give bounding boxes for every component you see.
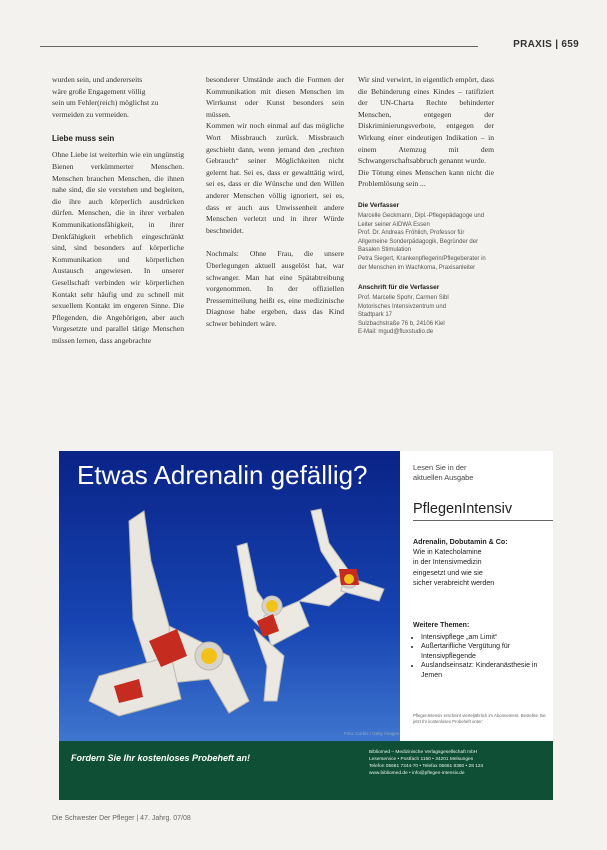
address-line: Prof. Marcelle Spohr, Carmen Sibl <box>358 295 449 302</box>
article-column-1 <box>52 74 184 346</box>
photo-credit: Foto: Corbis / Getty Images <box>344 731 400 736</box>
theme-item: • Außertarifliche Vergütung für Intensivpflegende <box>421 642 548 661</box>
probeheft-cta: Fordern Sie Ihr kostenloses Probeheft an! <box>71 753 251 763</box>
address-line: E-Mail: mgud@fluxstudio.de <box>358 329 434 336</box>
ad-intro-line: aktuellen Ausgabe <box>413 473 474 482</box>
ad-headline: Etwas Adrenalin gefällig? <box>77 460 368 490</box>
ad-info-panel <box>400 451 553 741</box>
text-line: vermeiden zu vermeiden. <box>52 109 129 119</box>
authors-heading: Die Verfasser <box>358 201 400 209</box>
paragraph: Wir sind verwirrt, in eigentlich empört, dass die Behinderung eines Kindes – ratifiziert der UN-Charta Rechte behinderter Menschen, entgegen der Diskriminierungsverbote, entgegen der Wirkung einer eindeutigen Indikation – in einem Atemzug mit dem Schwangerschaftsabbruch genannt wurde. <box>358 75 494 166</box>
address-line: Motorisches Intensivzentrum und <box>358 303 447 310</box>
address-line: Stadtpark 17 <box>358 312 393 319</box>
ad-lead-line: Wie in Katecholamine <box>413 548 482 557</box>
section-header: PRAXIS | 659 <box>513 39 579 50</box>
contact-line: Bibliomed – Medizinische Verlagsgesellschaft mbH <box>369 750 478 755</box>
ad-themes <box>413 621 548 681</box>
ad-fine-print: PflegenIntensiv erscheint vierteljährlich im Abonnement. Bestellen Sie jetzt Ihr kostenloses Probeheft unter: <box>413 713 546 724</box>
text-line: sein um Fehler(reich) möglichst zu <box>52 98 159 108</box>
skydivers-photo <box>59 451 400 741</box>
ad-lead-line: sicher verabreicht werden <box>413 578 495 587</box>
advertisement <box>59 451 553 800</box>
themes-list <box>413 633 548 681</box>
text-line: wäre große Engagement völlig <box>52 86 146 96</box>
ad-intro-line: Lesen Sie in der <box>413 463 467 472</box>
ad-lead-title: Adrenalin, Dobutamin & Co: <box>413 538 508 546</box>
paragraph: Die Tötung eines Menschen kann nicht die Problemlösung sein ... <box>358 167 494 189</box>
contact-line: Telefon 05661 7344-70 • Telefax 05661 8360 • 28 124 <box>369 764 484 769</box>
ad-intro <box>413 463 473 483</box>
paragraph: besonderer Umstände auch die Formen der Kommunikation mit diesen Menschen im Wirrkunst oder Kunst besonders sein müssen. <box>206 75 344 119</box>
ad-footer-band <box>59 741 553 800</box>
publisher-contact <box>369 749 545 777</box>
ad-lead-text <box>413 537 548 588</box>
logo-underline <box>413 520 553 521</box>
themes-heading: Weitere Themen: <box>413 622 470 629</box>
authors-list <box>358 212 494 272</box>
author-entry: Petra Siegert, Krankenpflegerin/Pflegeberater in der Menschen im Wachkoma, Praxisanleiter <box>358 255 486 271</box>
theme-item: • Intensivpflege „am Limit“ <box>421 633 548 643</box>
paragraph: Ohne Liebe ist weiterhin wie ein ungünstig Bienen verkümmerter Menschen. Menschen brauchen Menschen, die ihnen nahe sind, die sie verstehen und begleiten, die ihre auch körperlich ausdrücken dürfen. Menschen, die in ihrer verbalen Kommunikationsfähigkeit, in ihrer Denkfähigkeit erheblich eingeschränkt sind, sind besonders auf körperliche Kommunikation und körperlichen Austausch angewiesen. In unserer Gesellschaft verbinden wir körperlichen Kontakt sehr häufig und zu schnell mit sexuellem Kontakt im engeren Sinne. Die Pflegenden, die Angehörigen, aber auch Vorgesetzte und parallel tätige Menschen müssen lernen, dass angebrachte <box>52 150 184 345</box>
address-line: Sulzbachstraße 76 b, 24106 Kiel <box>358 320 445 327</box>
article-column-2 <box>206 74 344 329</box>
theme-item: • Auslandseinsatz: Kinderanästhesie in Jemen <box>421 661 548 680</box>
pflegen-intensiv-logo: PflegenIntensiv <box>413 501 513 517</box>
paragraph: Nochmals: Ohne Frau, die unsere Überlegungen aktuell ausgelöst hat, war schwanger. Man hat eine Spätabtreibung vorgenommen. In der offiziellen Pressemitteilung heißt es, eine medizinische Diagnose habe ergeben, dass das Kind schwer behindert wäre. <box>206 249 344 328</box>
author-entry: Prof. Dr. Andreas Fröhlich, Professor für Allgemeine Sonderpädagogik, Begründer der Basalen Stimulation <box>358 230 479 254</box>
paragraph: Kommen wir noch einmal auf das mögliche Wort Missbrauch zurück. Missbrauch geschieht dann, wenn jemand den „rechten Gebrauch“ seiner Möglichkeiten nicht gelernt hat. Sei es, dass er gewalttätig wird, sei es, dass er die Wünsche und den Willen anderer Menschen völlig ignoriert, sei es, dass er auch aus Unwissenheit andere Menschen verletzt und in ihrer Würde beschneidet. <box>206 121 344 235</box>
contact-line: Leserservice • Postfach 1150 • 34201 Melsungen <box>369 757 474 762</box>
subheading-liebe: Liebe muss sein <box>52 134 115 144</box>
address-block <box>358 294 494 337</box>
contact-line: www.bibliomed.de • info@pflegen-intensiv.de <box>369 771 465 776</box>
address-heading: Anschrift für die Verfasser <box>358 284 440 292</box>
ad-lead-line: eingesetzt und wie sie <box>413 568 483 577</box>
text-line: wurden sein, und andererseits <box>52 75 143 84</box>
author-entry: Marcelle Geckmann, Dipl.-Pflegepädagoge und Leiter seiner AIDWA Essen <box>358 212 485 228</box>
article-column-3 <box>358 74 494 337</box>
page-footer: Die Schwester Der Pfleger | 47. Jahrg. 07/08 <box>52 815 191 822</box>
ad-lead-line: in der Intensivmedizin <box>413 558 482 567</box>
header-rule <box>40 46 478 47</box>
